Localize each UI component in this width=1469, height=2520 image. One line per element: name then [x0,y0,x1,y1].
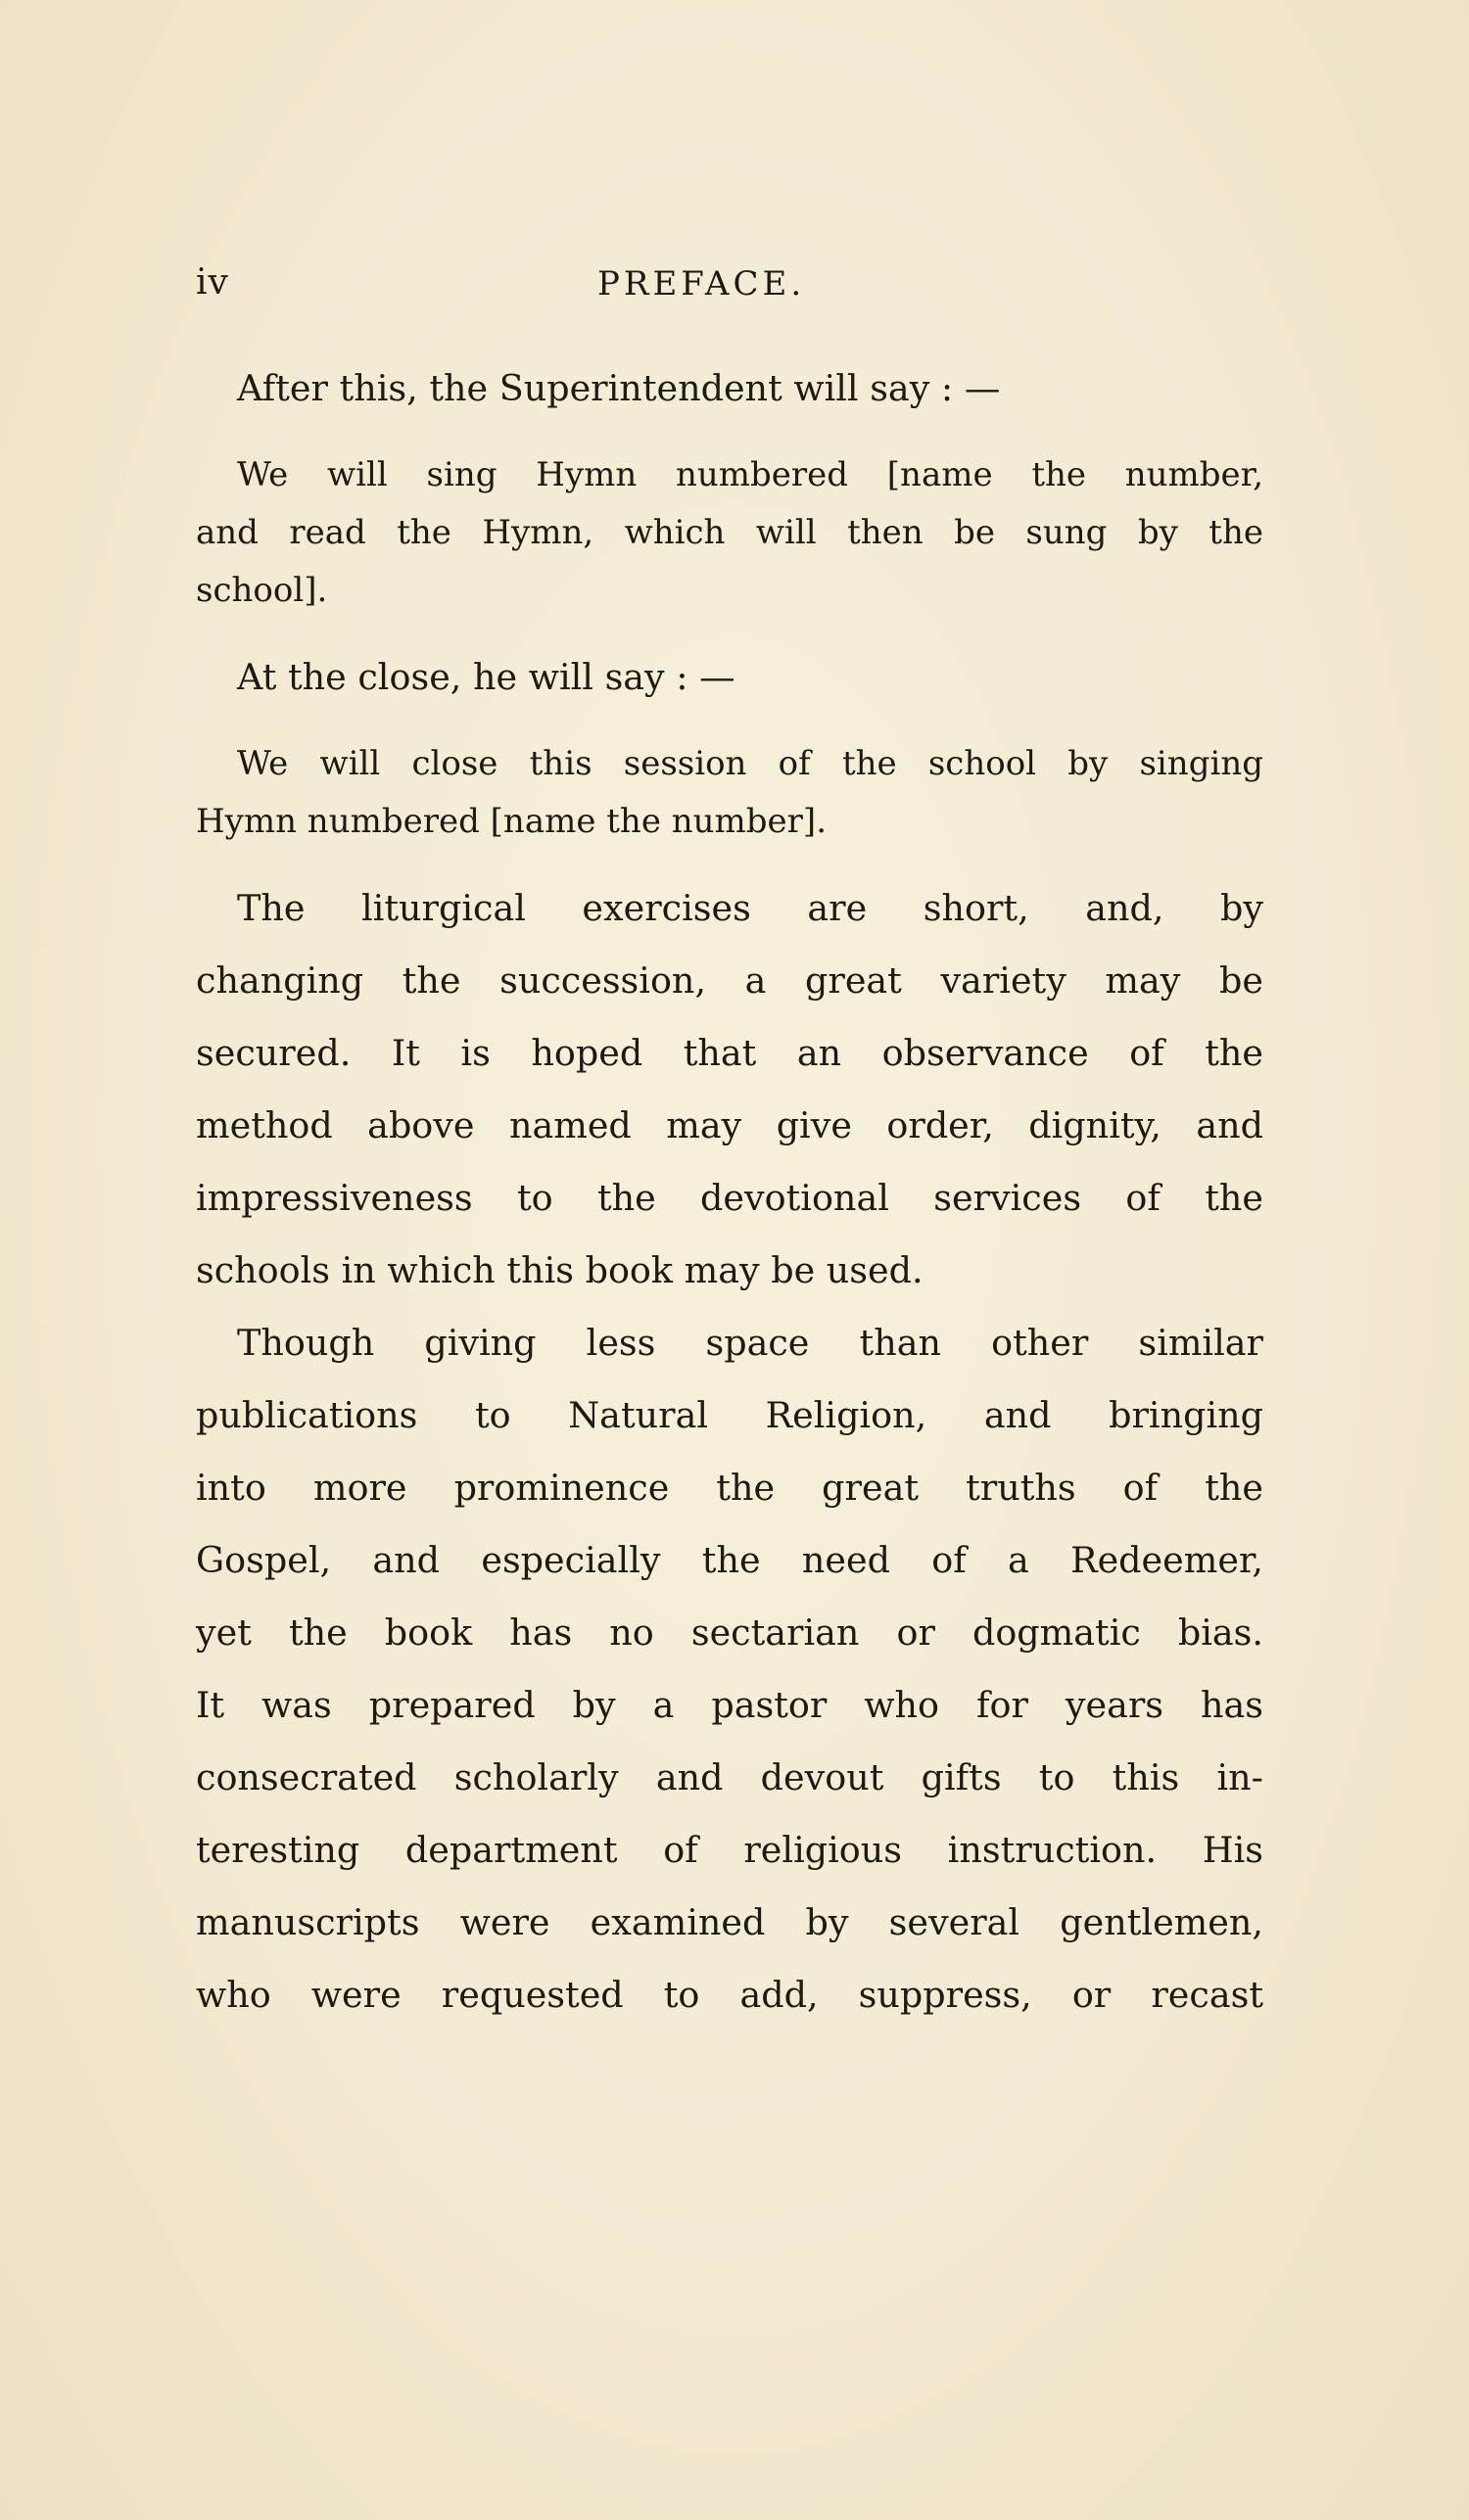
paragraph-6 [196,1307,1263,2031]
text-line: consecrated scholarly and devout gifts to this in- [196,1756,1263,1798]
text-line: and read the Hymn, which will then be sung by the [196,513,1263,552]
text-line: Hymn numbered [name the number]. [196,802,828,841]
paragraph-3-text: At the close, he will say : — [237,656,735,698]
page-number: iv [196,262,229,303]
body-text [196,352,1263,2031]
text-line: into more prominence the great truths of the [196,1467,1263,1509]
paragraph-5 [196,872,1263,1307]
text-line: publications to Natural Religion, and bringing [196,1394,1263,1436]
text-line: The liturgical exercises are short, and, by [237,887,1263,929]
text-line: Though giving less space than other similar [237,1322,1263,1364]
text-line: manuscripts were examined by several gentlemen, [196,1901,1263,1943]
text-line: impressiveness to the devotional services of the [196,1177,1263,1219]
paragraph-1 [196,352,1263,425]
text-line: method above named may give order, dignity, and [196,1104,1263,1146]
text-line: teresting department of religious instruction. His [196,1829,1263,1871]
text-line: changing the succession, a great variety may be [196,959,1263,1002]
text-line: It was prepared by a pastor who for years has [196,1684,1263,1726]
text-line: We will sing Hymn numbered [name the number, [237,455,1263,494]
paragraph-1-text: After this, the Superintendent will say : — [237,367,1001,409]
paragraph-2 [196,446,1263,620]
paragraph-3 [196,641,1263,714]
text-line: Gospel, and especially the need of a Redeemer, [196,1539,1263,1581]
running-head [196,262,1273,311]
text-line: secured. It is hoped that an observance of the [196,1032,1263,1074]
text-line: We will close this session of the school by singing [237,744,1263,783]
paragraph-4 [196,735,1263,851]
text-line: schools in which this book may be used. [196,1249,924,1291]
running-title: PREFACE. [597,264,806,303]
text-line: yet the book has no sectarian or dogmatic bias. [196,1611,1263,1654]
text-line: who were requested to add, suppress, or recast [196,1974,1263,2016]
text-line: school]. [196,571,328,610]
